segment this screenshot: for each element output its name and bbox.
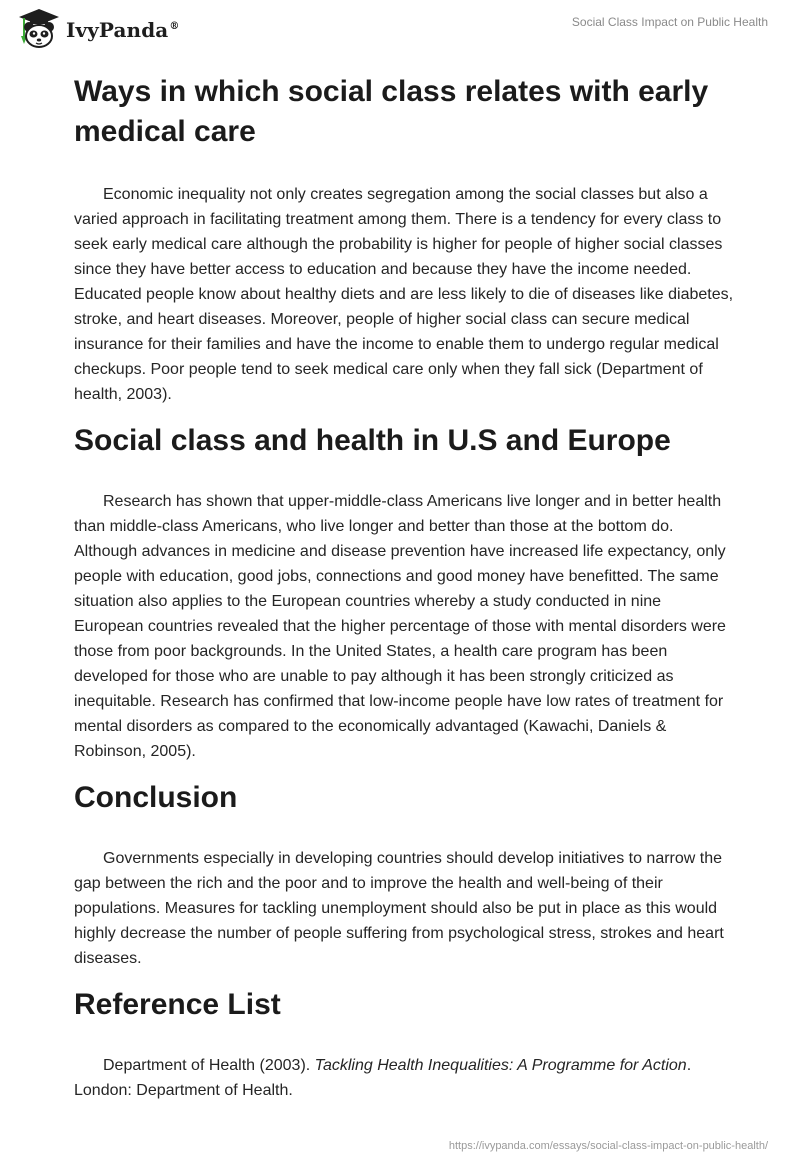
brand-name: IvyPanda® (66, 18, 180, 42)
reference-entry: Department of Health (2003). Tackling Health Inequalities: A Programme for Action. London: Department of Health. (74, 1057, 692, 1099)
section-heading: Social class and health in U.S and Europe (74, 424, 671, 457)
section-paragraph: Governments especially in developing countries should develop initiatives to narrow the gap between the rich and the poor and to improve the health and well-being of their populations. Measures for tackling unemployment should also be put in place as this would highly decrease the number of people suffering from psychological stress, strokes and heart diseases. (74, 850, 724, 967)
section-paragraph: Economic inequality not only creates segregation among the social classes but also a varied approach in facilitating treatment among them. There is a tendency for every class to seek early medical care although the probability is higher for people of higher social classes since they have better access to education and because they have the income needed. Educated people know about healthy diets and are less likely to die of diseases like diabetes, stroke, and heart diseases. Moreover, people of higher social class can secure medical insurance for their families and have the income to enable them to undergo regular medical checkups. Poor people tend to seek medical care only when they fall sick (Department of health, 2003). (74, 186, 734, 403)
source-url[interactable]: https://ivypanda.com/essays/social-class-impact-on-public-health/ (448, 1140, 768, 1152)
document-title: Social Class Impact on Public Health (571, 15, 768, 29)
references-heading: Reference List (74, 988, 281, 1021)
section-heading: Ways in which social class relates with early medical care (74, 75, 709, 148)
section-paragraph: Research has shown that upper-middle-class Americans live longer and in better health than middle-class Americans, who live longer and better than those at the bottom do. Although advances in medicine and disease prevention have increased life expectancy, only people with education, good jobs, connections and good money have benefitted. The same situation also applies to the European countries whereby a study conducted in nine European countries revealed that the higher percentage of those with mental disorders were those from poor backgrounds. In the United States, a health care program has been developed for those who are unable to pay although it has been strongly criticized as inequitable. Research has confirmed that low-income people have low rates of treatment for mental disorders as compared to the economically advantaged (Kawachi, Daniels & Robinson, 2005). (74, 493, 726, 760)
panda-graduate-icon (16, 6, 62, 52)
brand-logo[interactable] (16, 6, 179, 52)
header (16, 6, 768, 52)
reference-title: Tackling Health Inequalities: A Programme for Action (314, 1057, 687, 1074)
article-body (74, 72, 734, 1103)
section-heading: Conclusion (74, 781, 238, 814)
